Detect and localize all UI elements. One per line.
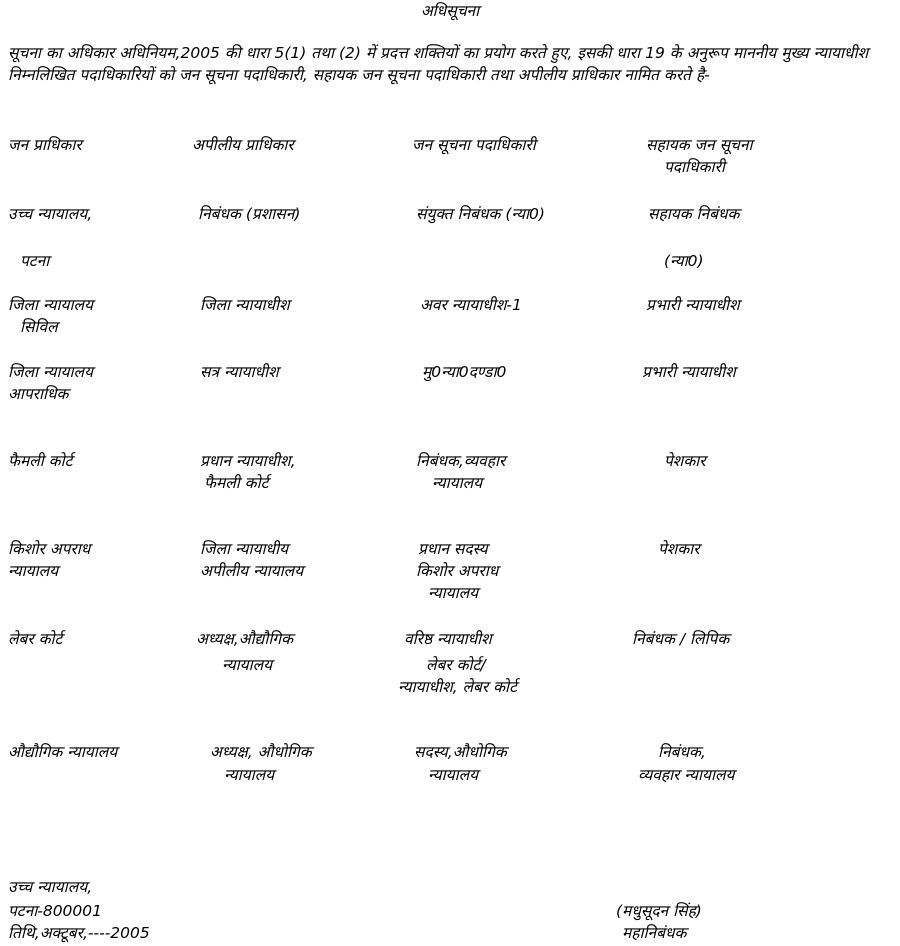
row-1-pio: संयुक्त निबंधक (न्या0) bbox=[416, 205, 545, 223]
row-6-pio-line3: न्यायाधीश, लेबर कोर्ट bbox=[398, 678, 517, 696]
row-1-appellate: निबंधक (प्रशासन) bbox=[198, 205, 301, 223]
row-5-pio-line3: न्यायालय bbox=[428, 584, 479, 602]
row-4-appellate: प्रधान न्यायाधीश, bbox=[200, 452, 296, 470]
page-title: अधिसूचना bbox=[420, 2, 480, 20]
row-6-pio-line2: लेबर कोर्ट/ bbox=[426, 656, 486, 674]
header-apio-line2: पदाधिकारी bbox=[664, 158, 725, 176]
row-4-appellate-line2: फैमली कोर्ट bbox=[204, 474, 269, 492]
row-6-apio: निबंधक / लिपिक bbox=[632, 630, 730, 648]
row-7-apio: निबंधक, bbox=[658, 743, 706, 761]
row-5-pio: प्रधान सदस्य bbox=[418, 540, 488, 558]
header-apio-line1: सहायक जन सूचना bbox=[646, 136, 753, 154]
row-7-appellate-line2: न्यायालय bbox=[224, 766, 275, 784]
row-2-authority-line2: सिविल bbox=[20, 318, 58, 336]
header-pio: जन सूचना पदाधिकारी bbox=[412, 136, 536, 154]
row-5-apio: पेशकार bbox=[658, 540, 700, 558]
row-4-authority: फैमली कोर्ट bbox=[8, 452, 73, 470]
footer-date: तिथि,अक्टूबर,----2005 bbox=[8, 924, 150, 942]
row-3-authority: जिला न्यायालय bbox=[8, 363, 94, 381]
signatory-title: महानिबंधक bbox=[622, 924, 687, 942]
row-1-authority: उच्च न्यायालय, bbox=[8, 205, 93, 223]
row-6-pio: वरिष्ठ न्यायाधीश bbox=[404, 630, 492, 648]
row-4-apio: पेशकार bbox=[664, 452, 706, 470]
row-6-appellate: अध्यक्ष,औद्यौगिक bbox=[196, 630, 293, 648]
row-3-appellate: सत्र न्यायाधीश bbox=[200, 363, 279, 381]
row-1-apio: सहायक निबंधक bbox=[648, 205, 740, 223]
row-5-authority-line2: न्यायालय bbox=[8, 562, 59, 580]
footer-city: पटना-800001 bbox=[8, 902, 102, 920]
row-2-pio: अवर न्यायाधीश-1 bbox=[420, 296, 522, 314]
intro-paragraph: सूचना का अधिकार अधिनियम,2005 की धारा 5(1) तथा (2) में प्रदत्त शक्तियों का प्रयोग करते हुए, इसकी धारा 19 के अनुरूप माननीय मुख्य न्यायाधीश निम्नलिखित पदाधिकारियों को जन सूचना पदाधिकारी, सहायक जन सूचना पदाधिकारी तथा अपीलीय प्राधिकार नामित करते है- bbox=[8, 44, 869, 84]
row-4-pio-line2: न्यायालय bbox=[432, 474, 483, 492]
row-5-appellate-line2: अपीलीय न्यायालय bbox=[200, 562, 304, 580]
row-1-apio-line2: (न्या0) bbox=[664, 252, 704, 270]
row-3-apio: प्रभारी न्यायाधीश bbox=[642, 363, 736, 381]
row-6-authority: लेबर कोर्ट bbox=[8, 630, 63, 648]
row-7-pio: सदस्य,औधोगिक bbox=[414, 743, 507, 761]
row-1-authority-line2: पटना bbox=[20, 252, 50, 270]
row-3-authority-line2: आपराधिक bbox=[8, 385, 69, 403]
footer-office: उच्च न्यायालय, bbox=[8, 878, 93, 896]
row-5-appellate: जिला न्यायाधीय bbox=[200, 540, 289, 558]
row-5-authority: किशोर अपराध bbox=[8, 540, 91, 558]
row-2-apio: प्रभारी न्यायाधीश bbox=[646, 296, 740, 314]
row-7-appellate: अध्यक्ष, औधोगिक bbox=[210, 743, 312, 761]
row-2-appellate: जिला न्यायाधीश bbox=[200, 296, 290, 314]
signatory-name: (मधुसूदन सिंह) bbox=[616, 902, 702, 920]
header-public-authority: जन प्राधिकार bbox=[8, 136, 82, 154]
row-6-appellate-line2: न्यायालय bbox=[222, 656, 273, 674]
row-7-authority: औद्यौगिक न्यायालय bbox=[8, 743, 118, 761]
row-7-pio-line2: न्यायालय bbox=[428, 766, 479, 784]
row-2-authority: जिला न्यायालय bbox=[8, 296, 94, 314]
row-3-pio: मु0न्या0दण्डा0 bbox=[422, 363, 507, 381]
header-appellate-authority: अपीलीय प्राधिकार bbox=[192, 136, 294, 154]
row-5-pio-line2: किशोर अपराध bbox=[416, 562, 499, 580]
row-7-apio-line2: व्यवहार न्यायालय bbox=[638, 766, 735, 784]
row-4-pio: निबंधक,व्यवहार bbox=[416, 452, 506, 470]
